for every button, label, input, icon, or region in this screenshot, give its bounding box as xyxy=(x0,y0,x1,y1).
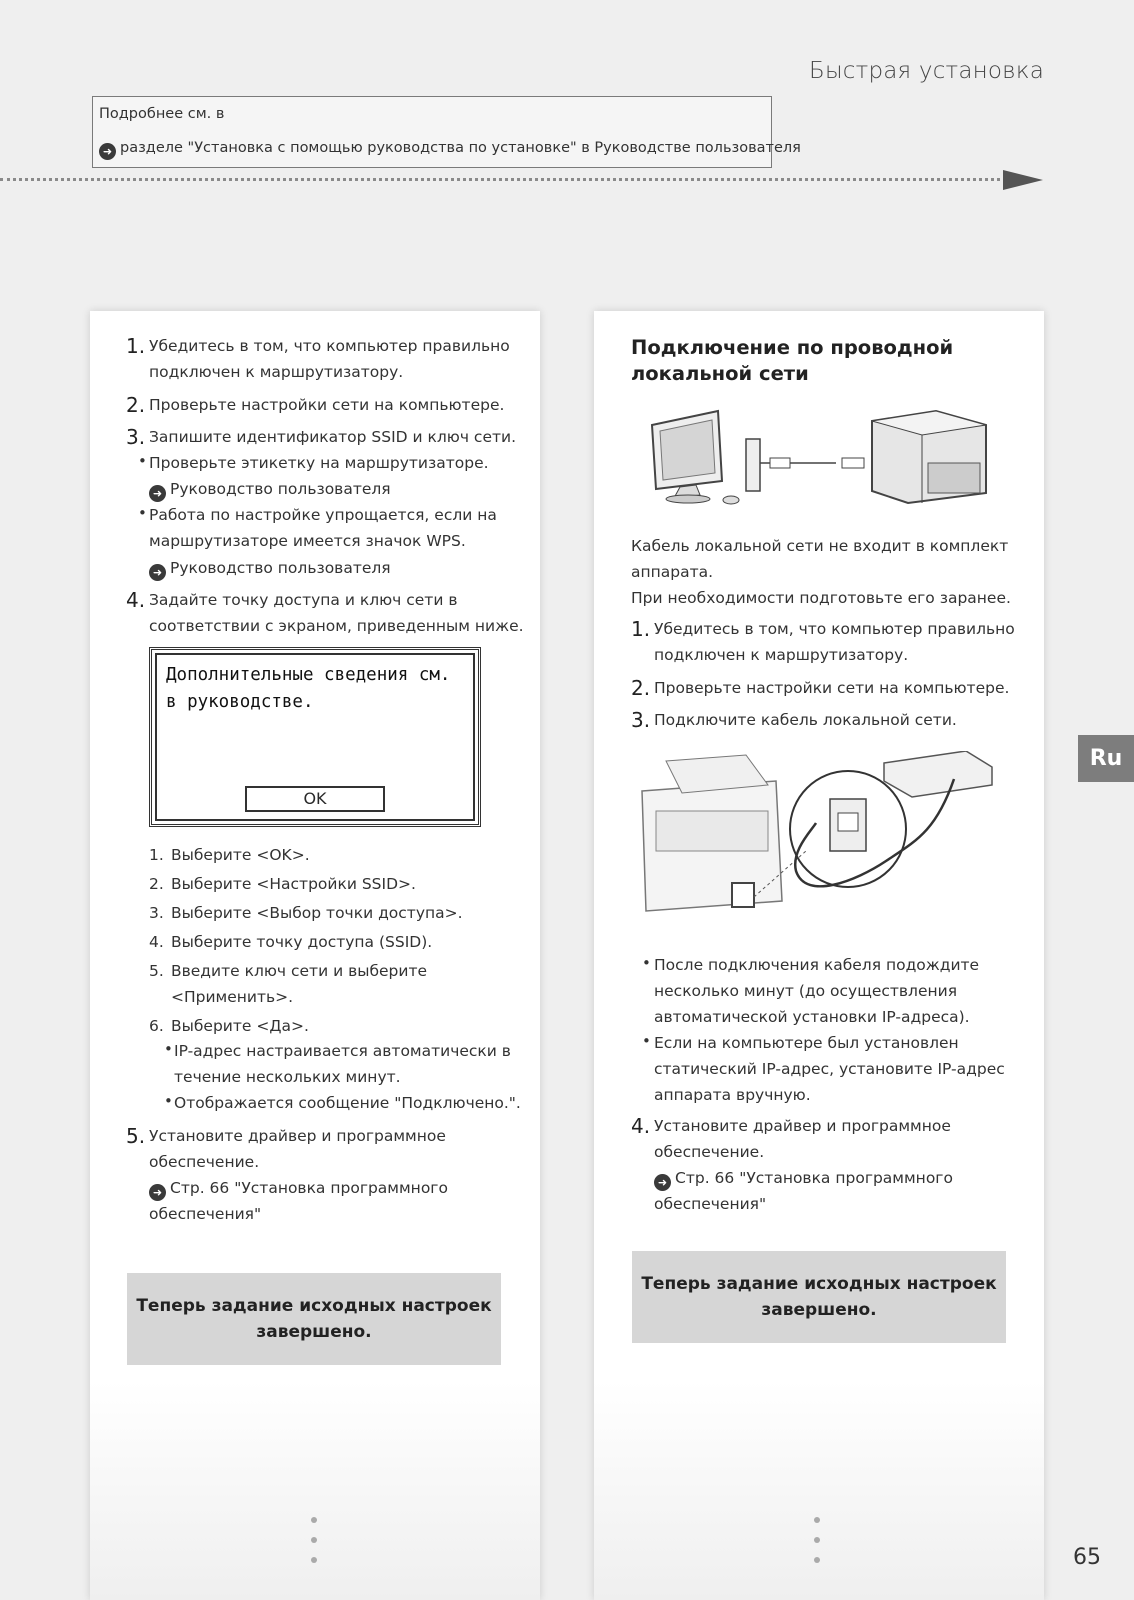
bullet-icon: • xyxy=(138,504,147,522)
substep-number: 6. xyxy=(149,1017,164,1035)
step-number: 1. xyxy=(631,617,651,641)
dotted-divider xyxy=(0,178,1006,181)
lan-cable-illustration xyxy=(636,751,996,931)
right-panel xyxy=(594,311,1044,1600)
reference-line1: Подробнее см. в xyxy=(99,106,225,122)
step-text: Подключите кабель локальной сети. xyxy=(654,711,957,729)
page-link[interactable]: ➜ Стр. 66 "Установка программного обеспечения" xyxy=(149,1179,448,1223)
step-number: 3. xyxy=(631,708,651,732)
bullet-icon: • xyxy=(642,1032,651,1050)
bullet-icon: • xyxy=(642,954,651,972)
step-number: 1. xyxy=(126,334,146,358)
bullet-text: После подключения кабеля подождите несколько минут (до осуществления автоматической установки IP-адреса). xyxy=(654,956,980,1026)
bullet-icon: • xyxy=(164,1040,173,1058)
divider-arrow-icon xyxy=(1003,170,1043,190)
substep-text: Введите ключ сети и выберите xyxy=(171,962,428,980)
substep-text: Выберите <Настройки SSID>. xyxy=(171,875,416,893)
substep-number: 3. xyxy=(149,904,164,922)
bullet-icon: • xyxy=(138,452,147,470)
arrow-right-icon: ➜ xyxy=(149,485,166,502)
bullet-icon: • xyxy=(164,1092,173,1110)
substep-text: Выберите <Выбор точки доступа>. xyxy=(171,904,463,922)
substep-number: 4. xyxy=(149,933,164,951)
manual-link[interactable]: ➜ Руководство пользователя xyxy=(149,555,391,581)
arrow-right-icon: ➜ xyxy=(149,1184,166,1201)
ok-button[interactable]: OK xyxy=(245,786,385,812)
completion-box: Теперь задание исходных настроек завершено. xyxy=(127,1273,501,1365)
page-link[interactable]: ➜ Стр. 66 "Установка программного обеспечения" xyxy=(654,1169,953,1213)
step-text: Проверьте настройки сети на компьютере. xyxy=(149,396,505,414)
step-text: Убедитесь в том, что компьютер правильно подключен к маршрутизатору. xyxy=(149,337,510,381)
reference-link[interactable] xyxy=(99,140,801,160)
reference-link-text: разделе "Установка с помощью руководства по установке" в Руководстве пользователя xyxy=(120,140,801,156)
step-number: 4. xyxy=(631,1114,651,1138)
step-number: 2. xyxy=(631,676,651,700)
substep-text: <Применить>. xyxy=(171,988,294,1006)
step-text: Запишите идентификатор SSID и ключ сети. xyxy=(149,428,517,446)
language-tab[interactable]: Ru xyxy=(1078,735,1134,782)
pc-router-printer-illustration xyxy=(646,403,990,508)
substep-list xyxy=(149,842,463,1039)
screen-message: Дополнительные сведения см. в руководстве. xyxy=(166,665,451,712)
substep-text: Выберите точку доступа (SSID). xyxy=(171,933,433,951)
step-number: 5. xyxy=(126,1124,146,1148)
step-number: 3. xyxy=(126,425,146,449)
continue-dots xyxy=(311,1517,319,1577)
substep-number: 5. xyxy=(149,962,164,980)
arrow-right-icon: ➜ xyxy=(149,564,166,581)
left-panel xyxy=(90,311,540,1600)
step-number: 2. xyxy=(126,393,146,417)
page-number: 65 xyxy=(1073,1545,1101,1570)
reference-box xyxy=(92,96,801,168)
bullet-text: Проверьте этикетку на маршрутизаторе. xyxy=(149,454,489,472)
step-text: Убедитесь в том, что компьютер правильно подключен к маршрутизатору. xyxy=(654,620,1015,664)
section-title: Подключение по проводной локальной сети xyxy=(631,336,954,385)
step-text: Задайте точку доступа и ключ сети в соответствии с экраном, приведенным ниже. xyxy=(149,591,524,635)
substep-text: Выберите <Да>. xyxy=(171,1017,309,1035)
bullet-text: IP-адрес настраивается автоматически в течение нескольких минут. xyxy=(174,1042,511,1086)
arrow-right-icon: ➜ xyxy=(99,143,116,160)
device-screen xyxy=(149,647,481,827)
bullet-text: Отображается сообщение "Подключено.". xyxy=(174,1094,521,1112)
substep-number: 1. xyxy=(149,846,164,864)
step-text: Проверьте настройки сети на компьютере. xyxy=(654,679,1010,697)
arrow-right-icon: ➜ xyxy=(654,1174,671,1191)
substep-number: 2. xyxy=(149,875,164,893)
step-text: Установите драйвер и программное обеспечение. xyxy=(654,1117,951,1161)
completion-box: Теперь задание исходных настроек завершено. xyxy=(632,1251,1006,1343)
intro-text: Кабель локальной сети не входит в комплект аппарата. При необходимости подготовьте его заранее. xyxy=(631,537,1011,607)
step-text: Установите драйвер и программное обеспечение. xyxy=(149,1127,446,1171)
continue-dots xyxy=(814,1517,822,1577)
manual-link[interactable]: ➜ Руководство пользователя xyxy=(149,476,391,502)
substep-text: Выберите <OK>. xyxy=(171,846,310,864)
header-title: Быстрая установка xyxy=(809,58,1044,84)
step-number: 4. xyxy=(126,588,146,612)
bullet-text: Если на компьютере был установлен статический IP-адрес, установите IP-адрес аппарата вручную. xyxy=(654,1034,1005,1104)
bullet-text: Работа по настройке упрощается, если на маршрутизаторе имеется значок WPS. xyxy=(149,506,497,550)
